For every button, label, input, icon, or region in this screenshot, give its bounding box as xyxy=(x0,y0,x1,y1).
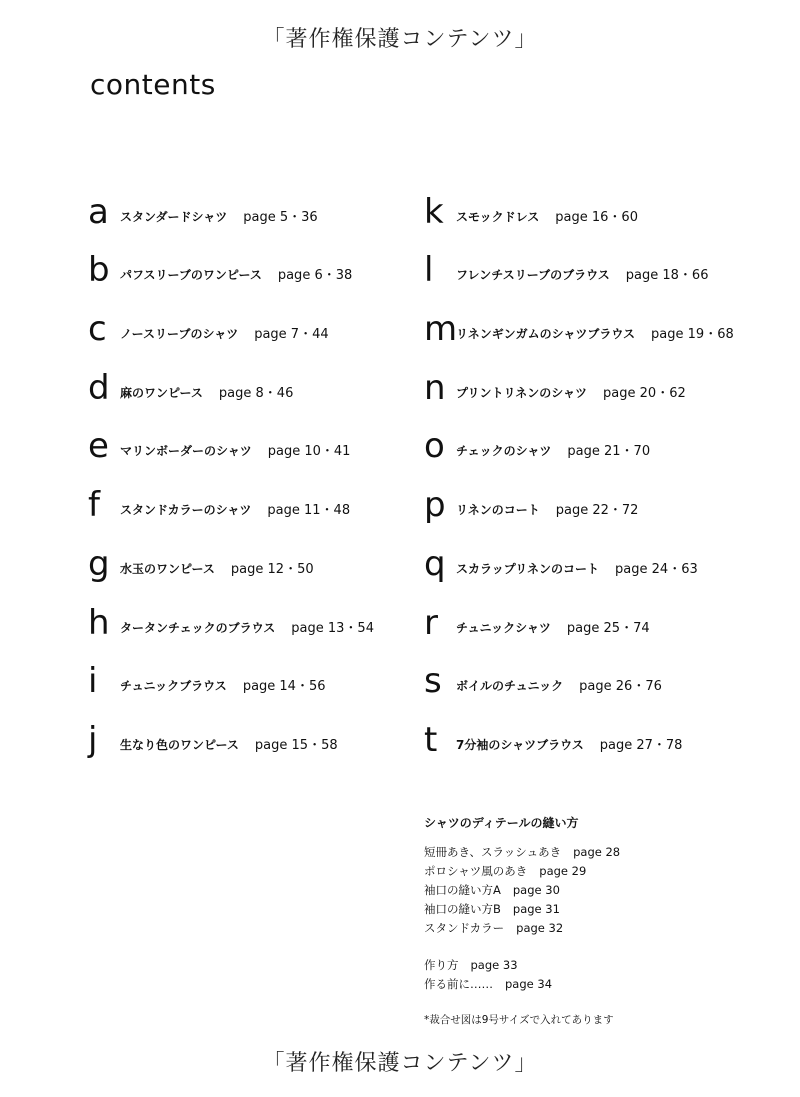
entry-pages: page 10・41 xyxy=(267,444,351,460)
entry-title: プリントリネンのシャツ xyxy=(456,385,588,400)
detail-item xyxy=(424,881,620,900)
contents-entry xyxy=(88,170,374,232)
detail-item xyxy=(424,900,620,919)
entry-letter: o xyxy=(424,426,445,467)
entry-letter: f xyxy=(88,485,100,526)
entry-title: パフスリーブのワンピース xyxy=(120,268,262,283)
contents-entry xyxy=(88,640,374,702)
entry-title: チュニックブラウス xyxy=(120,679,227,694)
entry-pages: page 6・38 xyxy=(277,268,353,284)
detail-label: スタンドカラー xyxy=(424,921,505,935)
entry-letter: e xyxy=(88,426,109,467)
entry-title: 水玉のワンピース xyxy=(120,561,215,576)
detail-label: 袖口の縫い方B xyxy=(424,902,501,916)
detail-label: 袖口の縫い方A xyxy=(424,883,501,897)
detail-page: page 34 xyxy=(505,977,553,991)
detail-page: page 33 xyxy=(470,958,518,972)
entry-title: リネンのコート xyxy=(456,503,540,518)
entry-letter: n xyxy=(424,367,446,408)
entry-pages: page 18・66 xyxy=(625,268,709,284)
entry-pages: page 24・63 xyxy=(615,561,698,577)
entry-title: チェックのシャツ xyxy=(456,444,552,459)
entry-title: タータンチェックのブラウス xyxy=(120,620,276,635)
entry-title: スタンドカラーのシャツ xyxy=(120,503,252,518)
entry-title: ボイルのチュニック xyxy=(456,679,564,694)
entry-title: チュニックシャツ xyxy=(456,620,551,635)
entry-pages: page 21・70 xyxy=(567,444,651,460)
entry-letter: b xyxy=(88,250,110,291)
entry-pages: page 12・50 xyxy=(230,561,314,577)
detail-page: page 31 xyxy=(512,902,560,916)
detail-label: 作る前に…… xyxy=(424,977,493,991)
entry-pages: page 13・54 xyxy=(291,620,374,636)
entry-letter: k xyxy=(424,191,444,232)
entry-title: スカラップリネンのコート xyxy=(456,561,600,576)
detail-item xyxy=(424,956,620,975)
contents-entry xyxy=(424,463,734,526)
entry-title: 麻のワンピース xyxy=(120,385,203,400)
entry-pages: page 27・78 xyxy=(599,737,683,753)
entry-pages: page 20・62 xyxy=(603,385,686,401)
contents-entry xyxy=(424,170,734,232)
detail-item xyxy=(424,919,620,938)
contents-entry xyxy=(88,229,374,291)
entry-title: スモックドレス xyxy=(456,209,540,224)
entry-letter: s xyxy=(424,661,442,702)
contents-column-right xyxy=(424,170,734,760)
detail-label: 作り方 xyxy=(424,958,459,972)
detail-item xyxy=(424,975,620,994)
contents-entry xyxy=(88,581,374,643)
entry-pages: page 8・46 xyxy=(218,385,294,401)
detail-page: page 30 xyxy=(512,883,560,897)
entry-pages: page 7・44 xyxy=(254,327,329,343)
entry-letter: m xyxy=(424,309,458,350)
entry-letter: a xyxy=(88,191,109,232)
entry-title: ノースリーブのシャツ xyxy=(120,327,239,342)
contents-entry xyxy=(88,463,374,526)
contents-entry xyxy=(88,698,374,760)
detail-page: page 28 xyxy=(573,845,621,859)
contents-column-left xyxy=(88,170,374,760)
contents-entry xyxy=(424,640,734,702)
entry-title: リネンギンガムのシャツブラウス xyxy=(456,327,636,342)
entry-letter: j xyxy=(88,719,98,760)
entry-letter: l xyxy=(424,250,434,291)
footnote: *裁合せ図は9号サイズで入れてあります xyxy=(424,1014,614,1026)
detail-item xyxy=(424,862,620,881)
entry-pages: page 11・48 xyxy=(267,503,351,519)
entry-title: 生なり色のワンピース xyxy=(120,737,239,752)
entry-pages: page 26・76 xyxy=(579,679,662,695)
entry-letter: p xyxy=(424,485,446,526)
entry-letter: i xyxy=(88,661,98,702)
entry-title: フレンチスリーブのブラウス xyxy=(456,268,610,283)
entry-pages: page 15・58 xyxy=(254,737,338,753)
entry-letter: r xyxy=(424,602,438,643)
spacer xyxy=(424,938,620,956)
contents-entry xyxy=(424,581,734,643)
entry-pages: page 16・60 xyxy=(555,209,638,225)
entry-letter: h xyxy=(88,602,110,643)
entry-letter: c xyxy=(88,309,107,350)
entry-pages: page 5・36 xyxy=(243,209,318,225)
entry-pages: page 25・74 xyxy=(566,620,650,636)
contents-entry xyxy=(424,522,734,584)
entry-title: スタンダードシャツ xyxy=(120,209,228,224)
contents-entry xyxy=(88,405,374,467)
contents-entry xyxy=(424,287,734,350)
entry-title: マリンボーダーのシャツ xyxy=(120,444,252,459)
entry-letter: d xyxy=(88,367,110,408)
copyright-watermark-top: 「著作権保護コンテンツ」 xyxy=(262,27,538,52)
detail-page: page 32 xyxy=(516,921,564,935)
entry-pages: page 19・68 xyxy=(651,327,734,343)
entry-pages: page 22・72 xyxy=(555,503,639,519)
contents-entry xyxy=(88,346,374,408)
copyright-watermark-bottom: 「著作権保護コンテンツ」 xyxy=(262,1051,538,1076)
entry-pages: page 14・56 xyxy=(242,679,326,695)
contents-entry xyxy=(88,522,374,584)
contents-entry xyxy=(424,346,734,408)
contents-entry xyxy=(424,405,734,467)
section-heading: シャツのディテールの縫い方 xyxy=(424,816,579,830)
detail-item xyxy=(424,843,620,862)
entry-letter: q xyxy=(424,543,446,584)
detail-page: page 29 xyxy=(539,864,587,878)
entry-title: 7分袖のシャツブラウス xyxy=(456,737,584,752)
entry-letter: t xyxy=(424,719,438,760)
contents-entry xyxy=(424,229,734,291)
detail-label: ポロシャツ風のあき xyxy=(424,864,528,878)
contents-entry xyxy=(424,698,734,760)
entry-letter: g xyxy=(88,543,110,584)
detail-label: 短冊あき、スラッシュあき xyxy=(424,845,562,859)
shirt-details-section xyxy=(424,814,620,994)
page-title: contents xyxy=(90,68,216,101)
contents-entry xyxy=(88,287,374,350)
